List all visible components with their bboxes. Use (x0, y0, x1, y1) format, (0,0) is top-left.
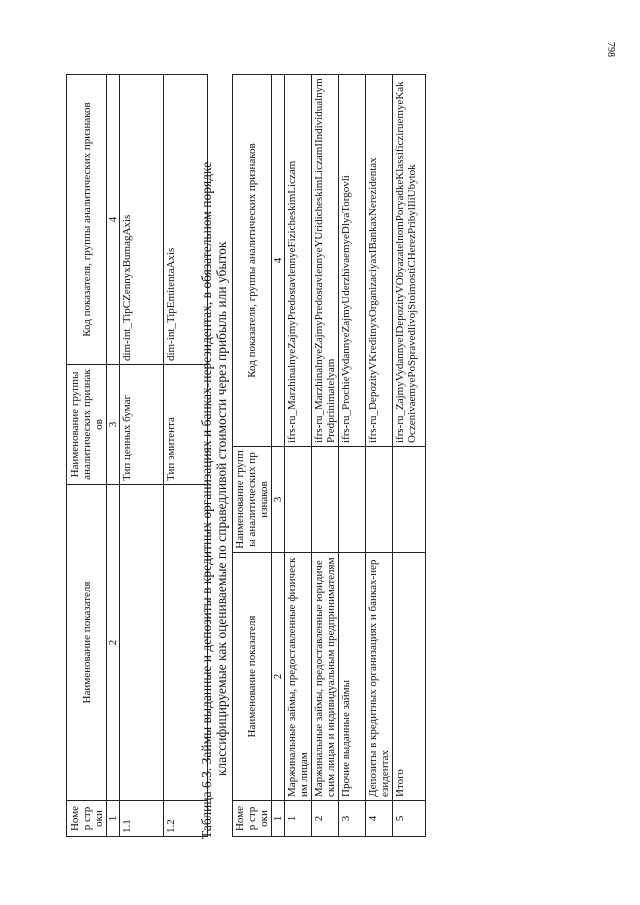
row-number: 1.2 (164, 801, 208, 837)
header-indicator-name: Наименование показателя (233, 553, 272, 801)
table-row (120, 75, 164, 837)
column-number: 3 (107, 365, 120, 485)
group-name (285, 447, 312, 553)
row-number: 3 (339, 801, 366, 837)
indicator-code: dim-int_TipEmitentaAxis (164, 75, 208, 365)
header-row-number: Номер строки (67, 801, 107, 837)
column-number: 1 (107, 801, 120, 837)
group-name (312, 447, 339, 553)
header-code: Код показателя, группы аналитических признаков (233, 75, 272, 447)
column-number: 4 (272, 75, 285, 447)
caption-line-2: классифицируемые как оцениваемые по справедливой стоимости через прибыль или убыток (214, 241, 229, 776)
indicator-name: Депозиты в кредитных организациях и банках-нерезидентах (366, 553, 393, 801)
caption-line-1: Таблица 6.3. Займы выданные и депозиты в кредитных организациях и банках-нерезидентах, в обязательном порядке (199, 161, 214, 839)
table-row (339, 75, 366, 837)
header-group-name: Наименование группы аналитических признаков (67, 365, 107, 485)
indicator-code: ifrs-ru_MarzhinalnyeZajmyPredostavlennyeYUridicheskimLiczamIIndividualnymPredprinimatelyam (312, 75, 339, 447)
column-number-row (272, 75, 285, 837)
table-header-row (67, 75, 107, 837)
indicator-code: ifrs-ru_MarzhinalnyeZajmyPredostavlennyeFizicheskimLiczam (285, 75, 312, 447)
page-number: 798 (605, 42, 616, 57)
row-number: 4 (366, 801, 393, 837)
row-number: 1 (285, 801, 312, 837)
dimensions-table (66, 74, 208, 837)
indicator-name: Прочие выданные займы (339, 553, 366, 801)
indicator-name: Маржинальные займы, предоставленные юридическим лицам и индивидуальным предпринимателям (312, 553, 339, 801)
row-number: 5 (393, 801, 426, 837)
column-number: 4 (107, 75, 120, 365)
indicator-code: ifrs-ru_DepozityVKreditnyxOrganizaciyaxIBankaxNerezidentax (366, 75, 393, 447)
group-name: Тип ценных бумаг (120, 365, 164, 485)
row-number: 2 (312, 801, 339, 837)
header-row-number: Номер строки (233, 801, 272, 837)
group-name: Тип эмитента (164, 365, 208, 485)
column-number: 1 (272, 801, 285, 837)
table-row (393, 75, 426, 837)
column-number: 2 (107, 485, 120, 801)
group-name (339, 447, 366, 553)
table-caption (199, 59, 229, 839)
table-header-row (233, 75, 272, 837)
column-number: 3 (272, 447, 285, 553)
indicator-name: Итого (393, 553, 426, 801)
indicator-name: Маржинальные займы, предоставленные физическим лицам (285, 553, 312, 801)
header-indicator-name: Наименование показателя (67, 485, 107, 801)
indicator-code: ifrs-ru_ZajmyVydannyeIDepozityVObyazatelnomPoryadkeKlassificziruemyeKakOczenivaemyePoSpravedlivojStoimostiCHerezPribylIliUbytok (393, 75, 426, 447)
table-row (312, 75, 339, 837)
header-code: Код показателя, группы аналитических признаков (67, 75, 107, 365)
row-number: 1.1 (120, 801, 164, 837)
indicator-code: ifrs-ru_ProchieVydannyeZajmyUderzhivaemyeDlyaTorgovli (339, 75, 366, 447)
group-name (393, 447, 426, 553)
column-number-row (107, 75, 120, 837)
group-name (366, 447, 393, 553)
table-row (366, 75, 393, 837)
table-row (285, 75, 312, 837)
header-group-name: Наименование группы аналитических признаков (233, 447, 272, 553)
loans-deposits-table (232, 74, 426, 837)
indicator-name (120, 485, 164, 801)
column-number: 2 (272, 553, 285, 801)
indicator-code: dim-int_TipCZennyxBumagAxis (120, 75, 164, 365)
